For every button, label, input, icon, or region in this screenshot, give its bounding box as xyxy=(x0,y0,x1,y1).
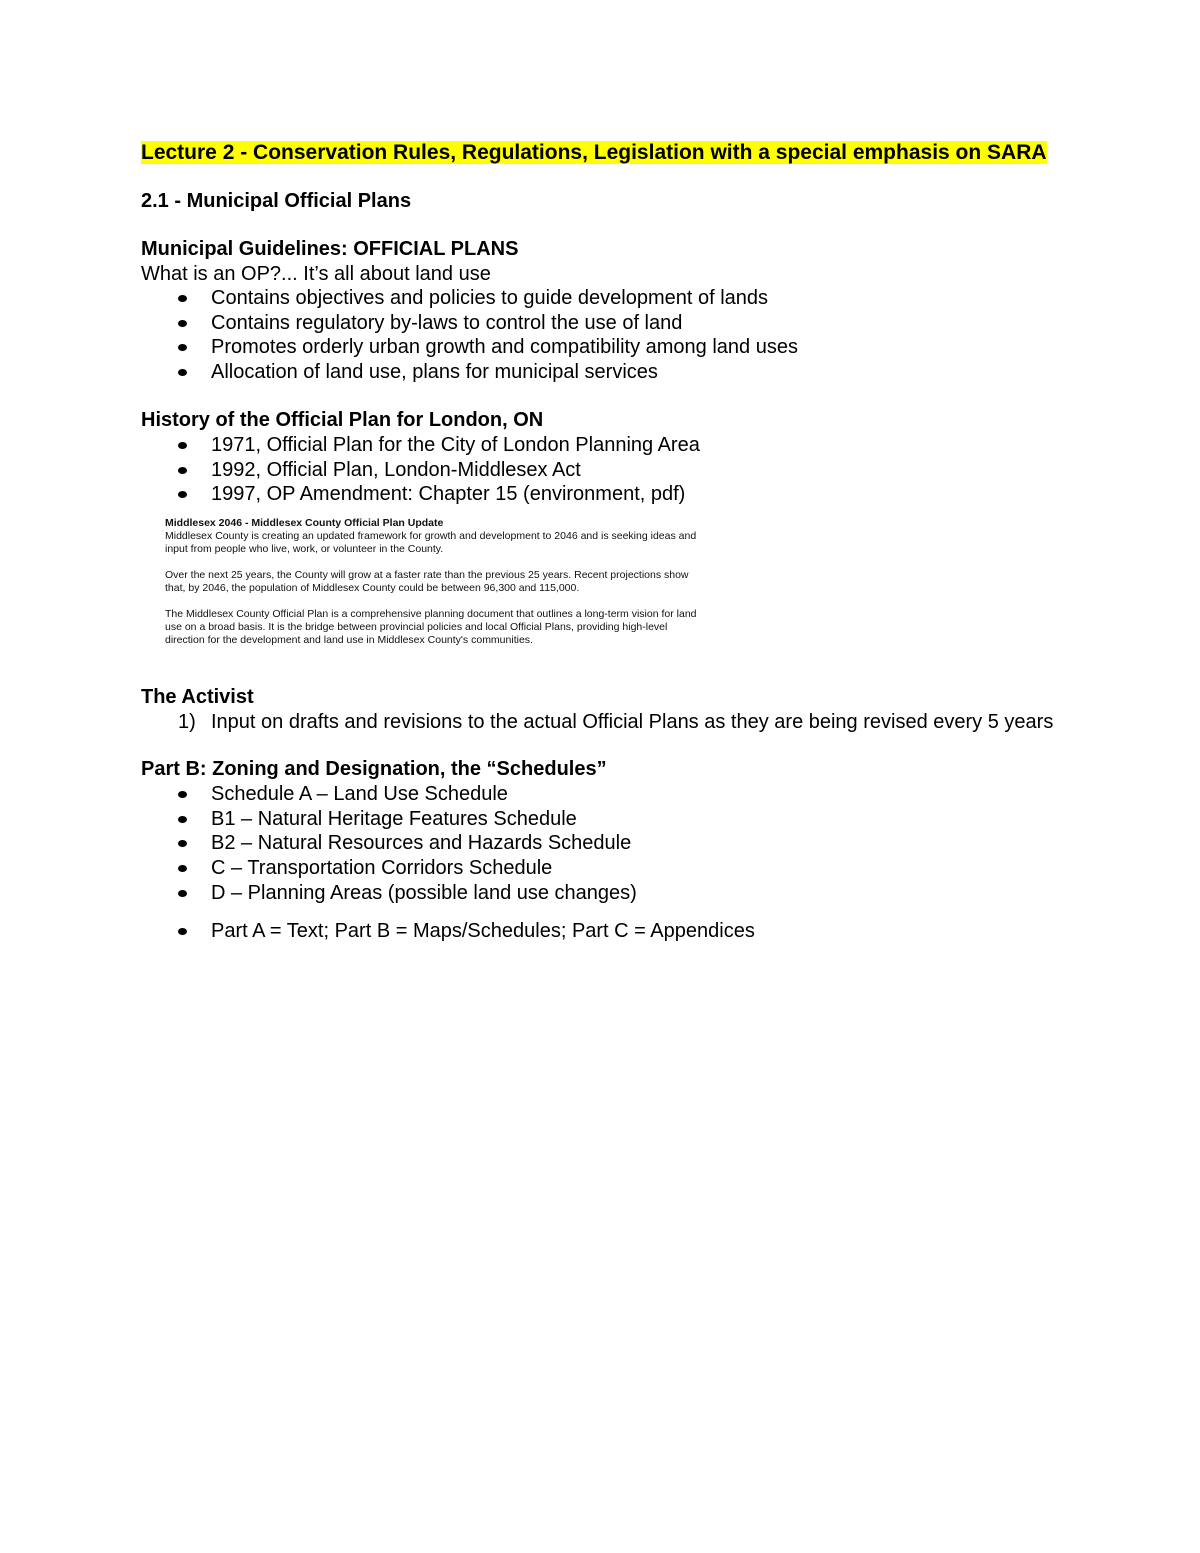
list-item: Schedule A – Land Use Schedule xyxy=(141,782,1061,807)
history-list xyxy=(141,433,1061,507)
bullet-icon xyxy=(178,840,187,847)
list-item: Contains objectives and policies to guide development of lands xyxy=(141,286,1061,311)
list-item: D – Planning Areas (possible land use changes) xyxy=(141,881,1061,906)
list-item: 1992, Official Plan, London-Middlesex Act xyxy=(141,458,1061,483)
bullet-icon xyxy=(178,295,187,302)
bullet-icon xyxy=(178,491,187,498)
list-item: Promotes orderly urban growth and compatibility among land uses xyxy=(141,335,1061,360)
bullet-icon xyxy=(178,320,187,327)
official-plans-heading: Municipal Guidelines: OFFICIAL PLANS xyxy=(141,238,519,260)
list-item: Contains regulatory by-laws to control the use of land xyxy=(141,311,1061,336)
activist-heading: The Activist xyxy=(141,685,254,708)
list-item: B2 – Natural Resources and Hazards Schedule xyxy=(141,831,1061,856)
bullet-icon xyxy=(178,467,187,474)
bullet-icon xyxy=(178,791,187,798)
list-item: 1971, Official Plan for the City of London Planning Area xyxy=(141,433,1061,458)
bullet-icon xyxy=(178,928,187,935)
lecture-title-highlight: Lecture 2 - Conservation Rules, Regulations, Legislation with a special emphasis on SARA xyxy=(141,141,1047,164)
excerpt-title: Middlesex 2046 - Middlesex County Official Plan Update xyxy=(165,516,444,529)
bullet-icon xyxy=(178,816,187,823)
embedded-excerpt-image xyxy=(165,517,705,647)
section-heading: 2.1 - Municipal Official Plans xyxy=(141,190,412,212)
official-plans-intro: What is an OP?... It’s all about land use xyxy=(141,263,491,285)
document-page xyxy=(141,140,1061,944)
lecture-title xyxy=(141,140,1061,166)
bullet-icon xyxy=(178,369,187,376)
history-heading: History of the Official Plan for London, ON xyxy=(141,408,544,431)
list-item: B1 – Natural Heritage Features Schedule xyxy=(141,807,1061,832)
bullet-icon xyxy=(178,442,187,449)
part-b-heading: Part B: Zoning and Designation, the “Schedules” xyxy=(141,757,607,780)
part-b-list xyxy=(141,782,1061,906)
excerpt-paragraph: Over the next 25 years, the County will grow at a faster rate than the previous 25 years. Recent projections show that, by 2046, the population of Middlesex County could be between 96,300 and 115,000. xyxy=(165,568,689,594)
activist-list xyxy=(141,710,1061,734)
bullet-icon xyxy=(178,890,187,897)
part-summary-list xyxy=(141,919,1061,944)
list-item: Part A = Text; Part B = Maps/Schedules; Part C = Appendices xyxy=(141,919,1061,944)
list-item: Allocation of land use, plans for municipal services xyxy=(141,360,1061,385)
bullet-icon xyxy=(178,865,187,872)
list-item: 1997, OP Amendment: Chapter 15 (environment, pdf) xyxy=(141,482,1061,507)
list-item: 1) Input on drafts and revisions to the actual Official Plans as they are being revised every 5 years xyxy=(178,710,1054,733)
excerpt-paragraph: Middlesex County is creating an updated framework for growth and development to 2046 and is seeking ideas and input from people who live, work, or volunteer in the County. xyxy=(165,529,697,555)
list-number: 1) xyxy=(178,710,196,733)
bullet-icon xyxy=(178,344,187,351)
official-plans-list xyxy=(141,286,1061,385)
excerpt-paragraph: The Middlesex County Official Plan is a comprehensive planning document that outlines a long-term vision for land use on a broad basis. It is the bridge between provincial policies and local Official Plans, providing high-level direction for the development and land use in Middlesex County's communities. xyxy=(165,607,697,646)
list-item: C – Transportation Corridors Schedule xyxy=(141,856,1061,881)
